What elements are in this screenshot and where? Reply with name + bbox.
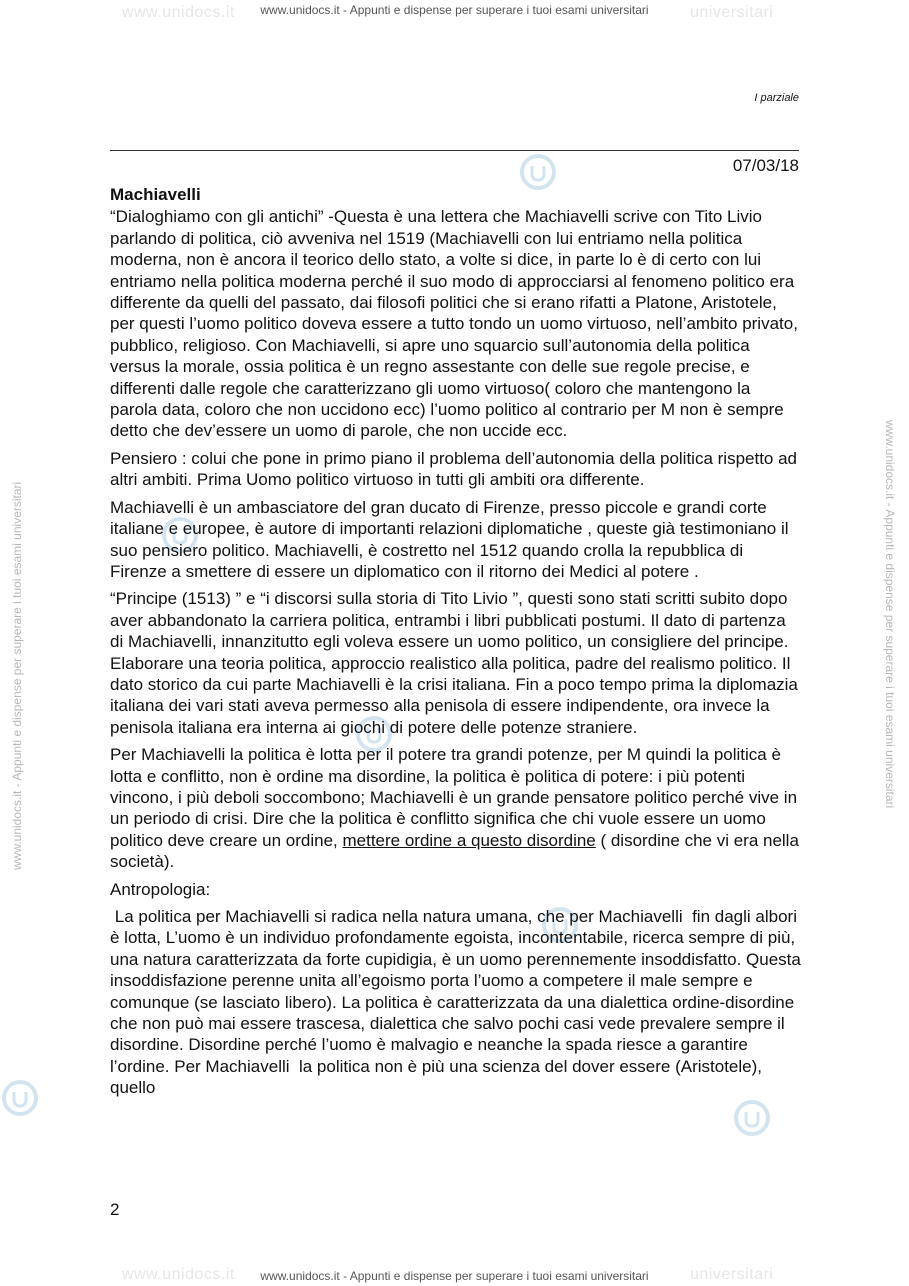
paragraph <box>110 744 802 872</box>
document-date: 07/03/18 <box>732 156 799 175</box>
paragraph: La politica per Machiavelli si radica nella natura umana, che per Machiavelli fin dagli albori è lotta, L’uomo è un individuo profondamente egoista, incontentabile, ricerca sempre di più, una natura caratterizzata da forte cupidigia, è un uomo perennemente insoddisfatto. Questa insoddisfazione perenne unita all’egoismo porta l’uomo a competere il male sempre e comunque (se lasciato libero). La politica è caratterizzata da una dialettica ordine-disordine che non può mai essere trascesa, dialettica che salvo pochi casi vede prevalere sempre il disordine. Disordine perché l’uomo è malvagio e neanche la spada riesce a garantire l’ordine. Per Machiavelli la politica non è più una scienza del dover essere (Aristotele), quello <box>110 907 806 1098</box>
document-title: Machiavelli <box>110 185 201 204</box>
paragraph: “Principe (1513) ” e “i discorsi sulla storia di Tito Livio ”, questi sono stati scritti subito dopo aver abbandonato la carriera politica, entrambi i libri pubblicati postumi. Il dato di partenza di Machiavelli, innanzitutto egli voleva essere un uomo politico, un consigliere del principe. Elaborare una teoria politica, approccio realistico alla politica, padre del realismo politico. Il dato storico da cui parte Machiavelli è la crisi italiana. Fin a poco tempo prima la diplomazia italiana dei vari stati aveva permesso alla penisola di essere indipendente, ora invece la penisola italiana era interna ai giochi di potere delle potenze straniere. <box>110 589 798 737</box>
paragraph: “Dialoghiamo con gli antichi” -Questa è una lettera che Machiavelli scrive con Tito Livio parlando di politica, ciò avveniva nel 1519 (Machiavelli con lui entriamo nella politica moderna, non è ancora il teorico dello stato, a volte si dice, in parte lo è di certo con lui entriamo nella politica moderna perché il suo modo di approcciarsi al fenomeno politico era differente da quelli del passato, dai filosofi politici che si erano rifatti a Platone, Aristotele, per questi l’uomo politico doveva essere a tutto tondo un uomo virtuoso, nell’ambito privato, pubblico, religioso. Con Machiavelli, si apre uno squarcio sull’autonomia della politica versus la morale, ossia politica è un regno assestante con delle sue regole precise, e differenti dalle regole che caratterizzano gli uomo virtuoso( coloro che mantengono la parola data, coloro che non uccidono ecc) l’uomo politico al contrario per M non è sempre detto che dev’essere un uomo di parole, che non uccide ecc. <box>110 207 798 441</box>
paragraph-text: Per Machiavelli la politica è lotta per il potere tra grandi potenze, per M quindi la politica è lotta e conflitto, non è ordine ma disordine, la politica è politica di potere: i più potenti vincono, i più deboli soccombono; Machiavelli è un grande pensatore politico perché vive in un periodo di crisi. Dire che la politica è conflitto significa che chi vuole essere un uomo politico deve creare un ordine, <box>110 745 798 850</box>
page-number: 2 <box>110 1200 120 1219</box>
watermark-ghost-top-left: www.unidocs.it <box>122 4 235 21</box>
watermark-banner-bottom: www.unidocs.it - Appunti e dispense per superare i tuoi esami universitari <box>260 1269 649 1283</box>
paragraph: Pensiero : colui che pone in primo piano il problema dell’autonomia della politica rispetto ad altri ambiti. Prima Uomo politico virtuoso in tutti gli ambiti ora differente. <box>110 448 798 490</box>
header-divider <box>110 150 799 151</box>
watermark-banner-top: www.unidocs.it - Appunti e dispense per superare i tuoi esami universitari <box>260 3 649 17</box>
watermark-ghost-top-right: universitari <box>690 4 774 21</box>
watermark-side-right: www.unidocs.it - Appunti e dispense per superare i tuoi esami universitari <box>883 420 897 809</box>
watermark-ghost-bottom-right: universitari <box>690 1266 774 1283</box>
watermark-ghost-bottom-left: www.unidocs.it <box>122 1266 235 1283</box>
paragraph-text: ( disordine che vi era nella società). <box>110 830 799 872</box>
watermark-logo-icon <box>0 1078 40 1118</box>
header-label: I parziale <box>754 92 799 104</box>
document-body <box>110 184 806 1105</box>
section-label: Antropologia: <box>110 879 211 899</box>
watermark-side-left: www.unidocs.it - Appunti e dispense per superare i tuoi esami universitari <box>10 481 24 870</box>
underlined-phrase: mettere ordine a questo disordine <box>342 830 596 850</box>
paragraph: Machiavelli è un ambasciatore del gran ducato di Firenze, presso piccole e grandi corte italiane e europee, è autore di importanti relazioni diplomatiche , queste già testimoniano il suo pensiero politico. Machiavelli, è costretto nel 1512 quando crolla la repubblica di Firenze a smettere di essere un diplomatico con il ritorno dei Medici al potere . <box>110 497 789 581</box>
